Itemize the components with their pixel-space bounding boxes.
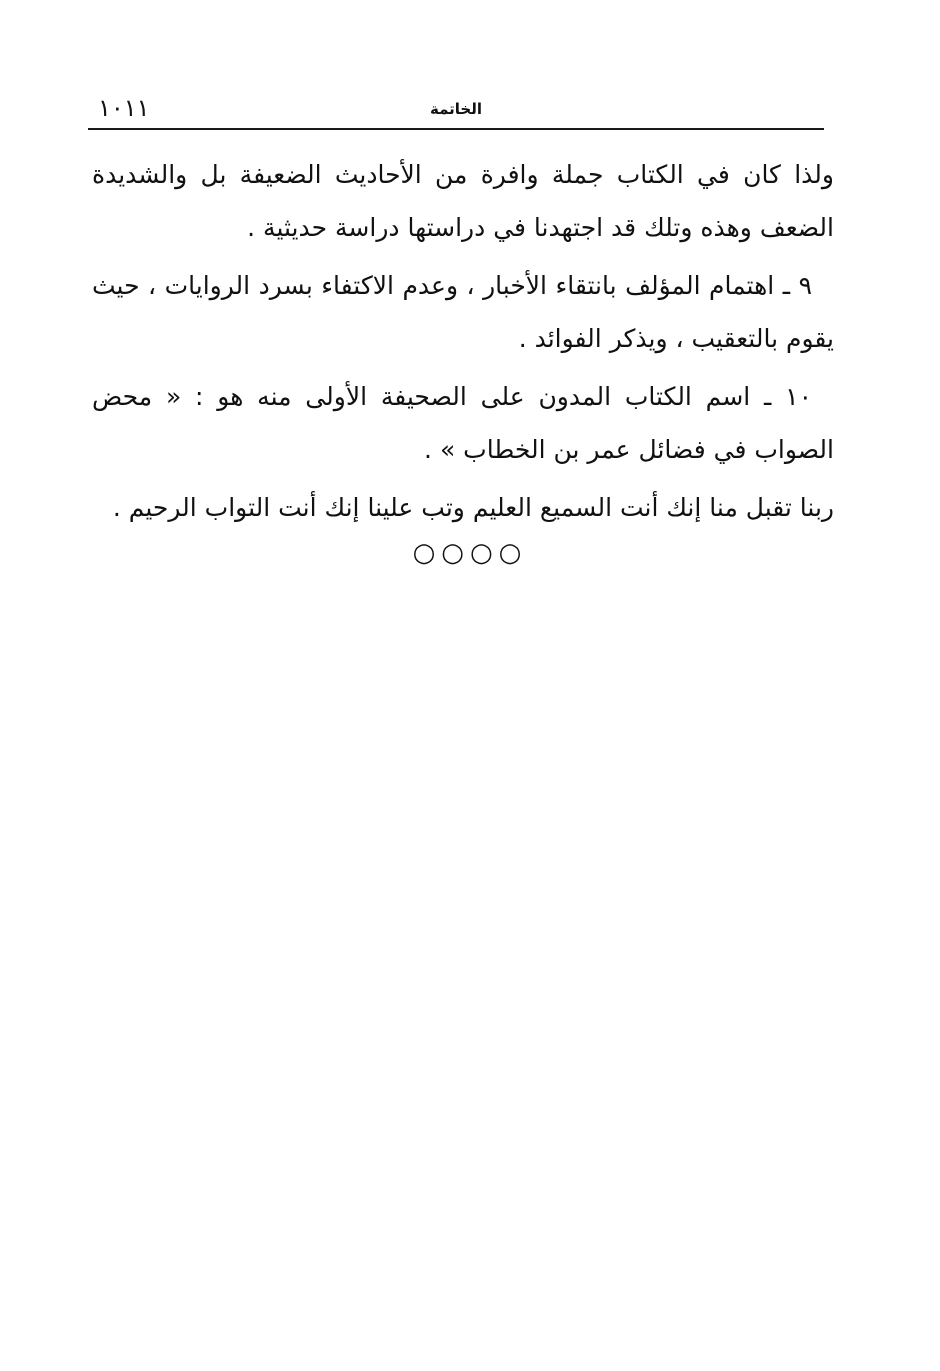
body-text — [92, 148, 834, 539]
paragraph-closing-prayer: ربنا تقبل منا إنك أنت السميع العليم وتب علينا إنك أنت التواب الرحيم . — [112, 493, 834, 522]
paragraph-item-9: ٩ ـ اهتمام المؤلف بانتقاء الأخبار ، وعدم الاكتفاء بسرد الروايات ، حيث يقوم بالتعقيب ، ويذكر الفوائد . — [92, 271, 834, 353]
running-title: الخاتمة — [429, 100, 482, 118]
paragraph-item-10: ١٠ ـ اسم الكتاب المدون على الصحيفة الأولى منه هو : « محض الصواب في فضائل عمر بن الخطاب » . — [92, 382, 834, 464]
section-end-ornament: ○○○○ — [412, 538, 528, 568]
paragraph-weak-hadiths: ولذا كان في الكتاب جملة وافرة من الأحاديث الضعيفة بل والشديدة الضعف وهذه وتلك قد اجتهدنا في دراستها دراسة حديثية . — [92, 160, 834, 242]
page-number: ١٠١١ — [98, 94, 150, 122]
page-header — [88, 92, 824, 130]
